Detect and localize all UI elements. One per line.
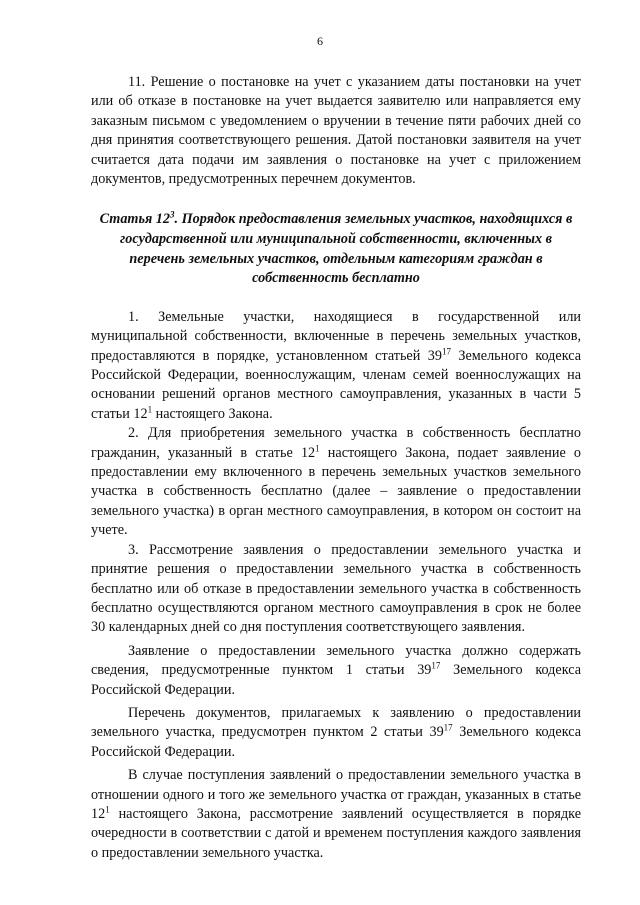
paragraph-1-text-a: 1. Земельные участки, находящиеся в государственной или муниципальной собственности, включенные в перечень земельных участков, предоставляются в порядке, установленном статьей 39 — [91, 308, 581, 364]
paragraph-6 — [91, 766, 581, 863]
paragraph-6-sup-a: 1 — [105, 804, 110, 815]
paragraph-6-text-a: В случае поступления заявлений о предоставлении земельного участка в отношении одного и того же земельного участка от граждан, указанных в статье 12 — [91, 767, 581, 822]
article-number-superscript: 3 — [170, 209, 175, 220]
document-body — [91, 73, 581, 863]
paragraph-4 — [91, 642, 581, 700]
paragraph-1-text-c: настоящего Закона. — [152, 405, 273, 422]
paragraph-2 — [91, 424, 581, 540]
article-title: . Порядок предоставления земельных участков, находящихся в государственной или муниципальной собственности, включенных в перечень земельных участков, отдельным категориям граждан в собственность бесплатно — [120, 211, 573, 287]
paragraph-3: 3. Рассмотрение заявления о предоставлении земельного участка и принятие решения о предоставлении земельного участка в собственность бесплатно или об отказе в предоставлении земельного участка в собственность бесплатно осуществляются органом местного самоуправления в срок не более 30 календарных дней со дня поступления соответствующего заявления. — [91, 541, 581, 636]
paragraph-6-text-b: настоящего Закона, рассмотрение заявлений осуществляется в порядке очередности в соответствии с датой и временем поступления каждого заявления о предоставлении земельного участка. — [91, 805, 581, 861]
paragraph-1 — [91, 308, 581, 424]
paragraph-2-text-a: 2. Для приобретения земельного участка в собственность бесплатно гражданин, указанный в статье 12 — [91, 425, 581, 461]
paragraph-5 — [91, 704, 581, 762]
article-heading — [91, 210, 581, 288]
paragraph-4-sup-a: 17 — [431, 660, 441, 671]
paragraph-2-sup-a: 1 — [315, 442, 320, 453]
paragraph-11: 11. Решение о постановке на учет с указанием даты постановки на учет или об отказе в постановке на учет выдается заявителю или направляется ему заказным письмом с уведомлением о вручении в течение пяти рабочих дней со дня принятия соответствующего решения. Датой постановки заявителя на учет считается дата подачи им заявления о постановке на учет с приложением документов, предусмотренных перечнем документов. — [91, 74, 581, 188]
article-number: Статья 12 — [99, 211, 170, 228]
paragraph-4-text-a: Заявление о предоставлении земельного участка должно содержать сведения, предусмотренные пунктом 1 статьи 39 — [91, 642, 581, 679]
paragraph-1-text-b: Земельного кодекса Российской Федерации, военнослужащим, членам семей военнослужащих на основании решений органов местного самоуправления, указанных в части 5 статьи 12 — [91, 347, 581, 422]
page-number: 6 — [317, 34, 323, 48]
paragraph-5-text-b: Земельного кодекса Российской Федерации. — [91, 724, 582, 760]
paragraph-1-sup-b: 1 — [147, 404, 153, 415]
paragraph-5-sup-a: 17 — [443, 722, 453, 733]
paragraph-2-text-b: настоящего Закона, подает заявление о предоставлении ему включенного в перечень земельных участков земельного участка в собственность бесплатно (далее – заявление о предоставлении земельного участка) в орган местного самоуправления, в котором он состоит на учете. — [91, 444, 581, 539]
paragraph-5-text-a: Перечень документов, прилагаемых к заявлению о предоставлении земельного участка, предусмотрен пунктом 2 статьи 39 — [91, 704, 581, 741]
paragraph-1-sup-a: 17 — [441, 345, 451, 356]
paragraph-4-text-b: Земельного кодекса Российской Федерации. — [91, 662, 581, 698]
